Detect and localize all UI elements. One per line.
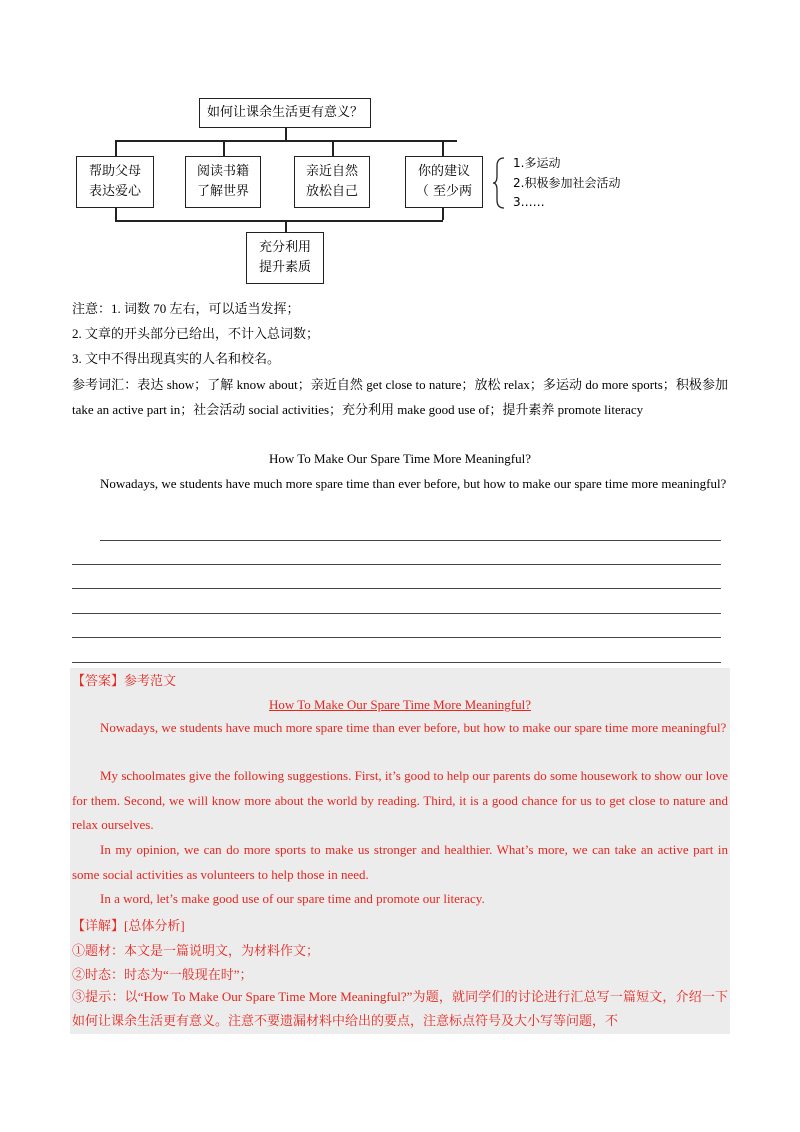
- connector: [442, 140, 444, 156]
- writing-line: [72, 613, 721, 614]
- branch-label: 帮助父母: [88, 164, 141, 179]
- diagram-top-box: [199, 98, 371, 128]
- answer-paragraph-4: In a word, let’s make good use of our spare time and promote our literacy.: [100, 891, 485, 906]
- answer-paragraph-1: Nowadays, we students have much more spare time than ever before, but how to make our spare time more meaningful?: [100, 720, 727, 735]
- diagram-branch-1: [76, 156, 154, 208]
- brace-icon: [492, 156, 508, 210]
- writing-line: [72, 637, 721, 638]
- suggestion-2: 2.积极参加社会活动: [513, 176, 621, 190]
- diagram-branch-2: [185, 156, 261, 208]
- suggestion-1: 1.多运动: [513, 156, 561, 170]
- answer-section: [70, 668, 730, 1034]
- diagram-top-label: 如何让课余生活更有意义？: [206, 105, 363, 120]
- connector: [285, 220, 287, 232]
- suggestion-3: 3……: [513, 195, 545, 209]
- branch-label: 了解世界: [196, 184, 249, 199]
- diagram-bottom-box: [246, 232, 324, 284]
- note-3: 3. 文中不得出现真实的人名和校名。: [72, 351, 281, 366]
- writing-line: [72, 662, 721, 663]
- vocabulary: 参考词汇：表达 show；了解 know about；亲近自然 get close to nature；放松 relax；多运动 do more sports；积极参加 take an active part in；社会活动 social activities；充分利用 make good use of；提升素养 promote literacy: [72, 377, 728, 417]
- branch-label: 放松自己: [305, 184, 358, 199]
- detail-3: ③提示：以“How To Make Our Spare Time More Meaningful?”为题，就同学们的讨论进行汇总写一篇短文，介绍一下如何让课余生活更有意义。注意不要遗漏材料中给出的要点，注意标点符号及大小写等问题，不: [72, 989, 728, 1028]
- connector: [115, 140, 117, 156]
- connector: [332, 140, 334, 156]
- connector: [115, 140, 457, 142]
- detail-1: ①题材：本文是一篇说明文，为材料作文；: [72, 943, 320, 958]
- answer-title: How To Make Our Spare Time More Meaningful?: [268, 697, 532, 712]
- branch-label: 阅读书籍: [196, 164, 249, 179]
- detail-2: ②时态：时态为“一般现在时”；: [72, 967, 253, 982]
- branch-label: （ 至少两: [415, 184, 473, 199]
- writing-line: [72, 564, 721, 565]
- connector: [115, 220, 443, 222]
- writing-line: [72, 588, 721, 589]
- branch-label: 你的建议: [417, 164, 470, 179]
- detail-label: 【详解】[总体分析]: [72, 918, 185, 933]
- answer-label: 【答案】参考范文: [72, 673, 177, 688]
- diagram-branch-4: [405, 156, 483, 208]
- note-1: 注意：1. 词数 70 左右，可以适当发挥；: [72, 301, 300, 316]
- prompt-opening: Nowadays, we students have much more spare time than ever before, but how to make our spare time more meaningful?: [100, 476, 727, 491]
- connector: [285, 128, 287, 140]
- prompt-title: How To Make Our Spare Time More Meaningful?: [268, 451, 532, 466]
- branch-label: 亲近自然: [305, 164, 358, 179]
- bottom-label: 提升素质: [258, 260, 311, 275]
- answer-paragraph-2: My schoolmates give the following suggestions. First, it’s good to help our parents do some housework to show our love for them. Second, we will know more about the world by reading. Third, it is a good chance for us to get close to nature and relax ourselves.: [72, 768, 728, 833]
- connector: [442, 208, 444, 220]
- diagram-branch-3: [294, 156, 370, 208]
- answer-paragraph-3: In my opinion, we can do more sports to make us stronger and healthier. What’s more, we can take an active part in some social activities as volunteers to help those in need.: [72, 842, 728, 882]
- connector: [223, 140, 225, 156]
- branch-label: 表达爱心: [88, 184, 141, 199]
- bottom-label: 充分利用: [258, 240, 311, 255]
- note-2: 2. 文章的开头部分已给出，不计入总词数；: [72, 326, 320, 341]
- writing-line: [100, 540, 721, 541]
- connector: [115, 208, 117, 220]
